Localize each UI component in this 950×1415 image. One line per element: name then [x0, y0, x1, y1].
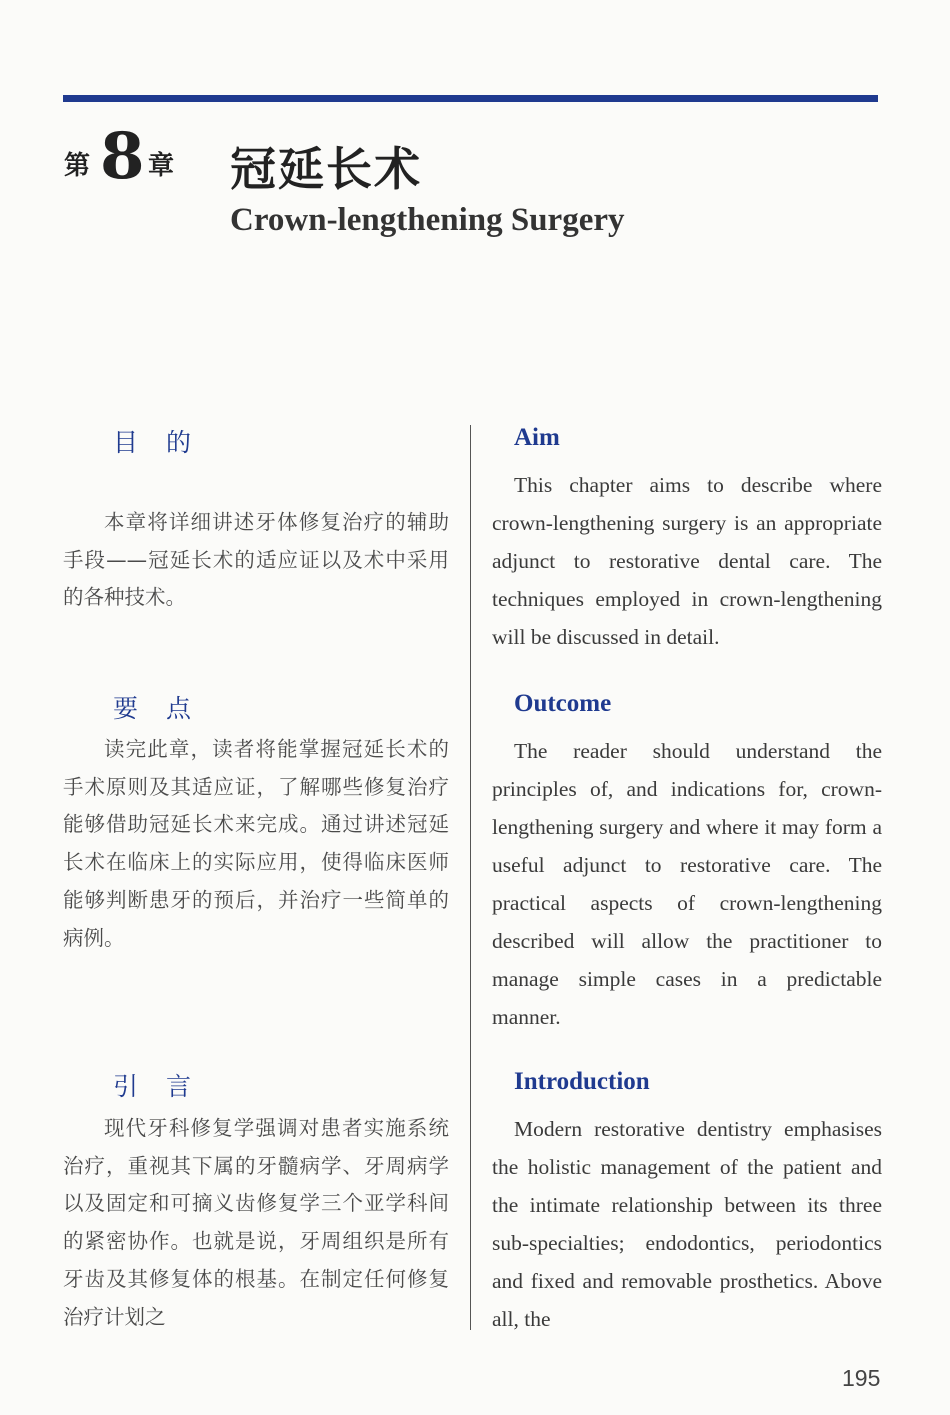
chapter-title-en: Crown-lengthening Surgery [230, 202, 625, 238]
chapter-di: 第 [64, 151, 91, 181]
intro-heading-cn: 引言 [113, 1072, 220, 1101]
outcome-heading-en: Outcome [514, 690, 612, 717]
chapter-top-rule [63, 95, 878, 102]
page-number: 195 [842, 1365, 881, 1391]
intro-heading-en: Introduction [514, 1068, 650, 1095]
column-divider [470, 425, 471, 1330]
intro-body-cn: 现代牙科修复学强调对患者实施系统治疗，重视其下属的牙髓病学、牙周病学以及固定和可摘义齿修复学三个亚学科间的紧密协作。也就是说，牙周组织是所有牙齿及其修复体的根基。在制定任何修复治疗计划之 [63, 1116, 449, 1329]
aim-heading-en: Aim [514, 424, 560, 451]
chapter-title-cn: 冠延长术 [230, 142, 422, 196]
aim-heading-cn: 目的 [113, 428, 220, 457]
outcome-heading-cn: 要点 [113, 694, 220, 723]
intro-body-en: Modern restorative dentistry emphasises the holistic management of the patient and the intimate relationship between its three sub-specialties; endodontics, periodontics and fixed and removable prosthetics. Above all, the [492, 1117, 882, 1331]
chapter-zhang: 章 [148, 151, 175, 181]
aim-body-cn: 本章将详细讲述牙体修复治疗的辅助手段——冠延长术的适应证以及术中采用的各种技术。 [63, 510, 449, 610]
chapter-number: 8 [100, 119, 145, 194]
outcome-body-cn: 读完此章，读者将能掌握冠延长术的手术原则及其适应证，了解哪些修复治疗能够借助冠延长术来完成。通过讲述冠延长术在临床上的实际应用，使得临床医师能够判断患牙的预后，并治疗一些简单的病例。 [63, 737, 449, 950]
outcome-body-en: The reader should understand the principles of, and indications for, crown-lengthening surgery and where it may form a useful adjunct to restorative care. The practical aspects of crown-lengthening described will allow the practitioner to manage simple cases in a predictable manner. [492, 739, 882, 1029]
aim-body-en: This chapter aims to describe where crown-lengthening surgery is an appropriate adjunct to restorative dental care. The techniques employed in crown-lengthening will be discussed in detail. [492, 473, 882, 649]
